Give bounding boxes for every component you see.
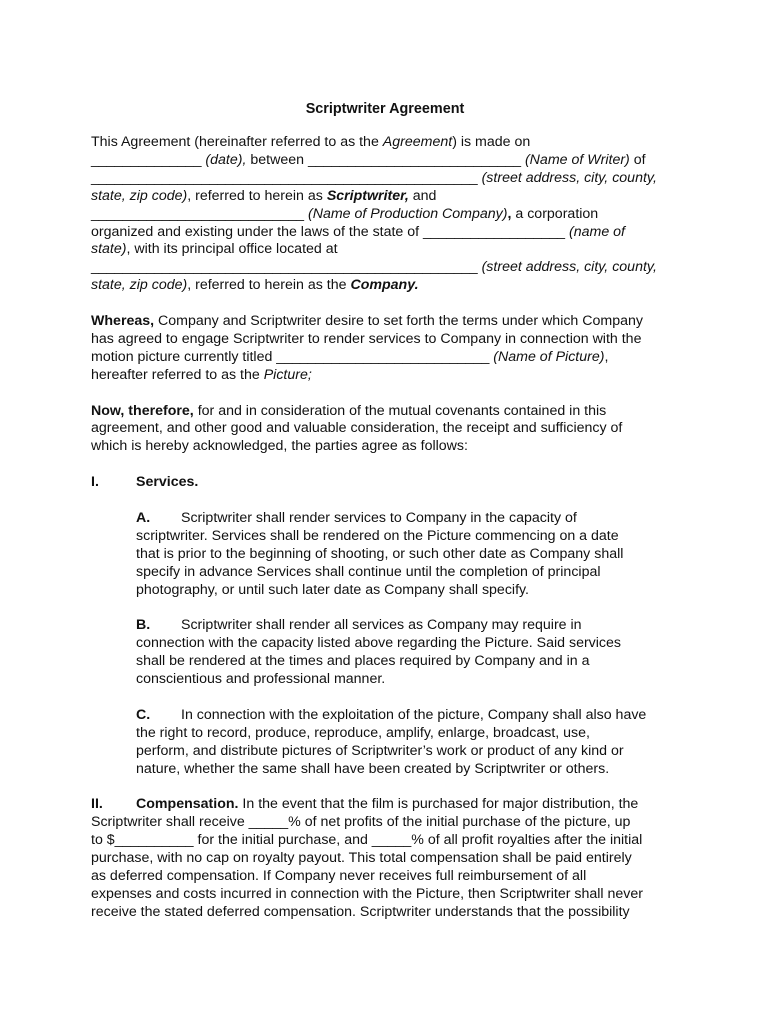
intro-paragraph: This Agreement (hereinafter referred to as the Agreement) is made on ______________ (date), between ___________________________ (Name of Writer) of _________________________________________________ (street address, city, county, state, zip code), referred to herein as Scriptwriter, and ___________________________ (Name of Production Company), a corporation organized and existing under the laws of the state of __________________ (name of state), with its principal office located at _________________________________________________ (street address, city, county, state, zip code), referred to herein as the Company. — [91, 134, 657, 294]
document-title: Scriptwriter Agreement — [305, 101, 465, 117]
section-number: I. — [91, 474, 99, 491]
section-compensation: II. Compensation. In the event that the film is purchased for major distribution, the Scriptwriter shall receive _____% of net profits of the initial purchase of the picture, up to $__________ for the initial purchase, and _____% of all profit royalties after the initial purchase, with no cap on royalty payout. This total compensation shall be paid entirely as deferred compensation. If Company never receives full reimbursement of all expenses and costs incurred in connection with the Picture, then Scriptwriter shall never receive the stated deferred compensation. Scriptwriter understands that the possibility — [91, 796, 644, 920]
now-therefore-paragraph: Now, therefore, for and in consideration of the mutual covenants contained in this agreement, and other good and valuable consideration, the receipt and sufficiency of which is hereby acknowledged, the parties agree as follows: — [91, 402, 623, 455]
services-clause-a: A. Scriptwriter shall render services to Company in the capacity of scriptwriter. Services shall be rendered on the Picture commencing on a date that is prior to the beginning of shooting, or such other date as Company shall specify in advance Services shall continue until the completion of principal photography, or until such later date as Company shall specify. — [136, 509, 624, 598]
services-clause-c: C. In connection with the exploitation of the picture, Company shall also have the right to record, produce, reproduce, amplify, enlarge, broadcast, use, perform, and distribute pictures of Scriptwriter’s work or product of any kind or nature, whether the same shall have been created by Scriptwriter or others. — [136, 706, 647, 777]
section-services-heading — [91, 474, 691, 492]
section-number: II. — [91, 796, 103, 813]
whereas-paragraph: Whereas, Company and Scriptwriter desire to set forth the terms under which Company has agreed to engage Scriptwriter to render services to Company in connection with the motion picture currently titled ___________________________ (Name of Picture), hereafter referred to as the Picture; — [91, 313, 643, 383]
section-title: Compensation. — [136, 796, 239, 813]
section-title: Services. — [136, 474, 199, 491]
services-clause-b: B. Scriptwriter shall render all services as Company may require in connection with the capacity listed above regarding the Picture. Said services shall be rendered at the times and places required by Company and in a conscientious and professional manner. — [136, 617, 622, 688]
document-body — [91, 134, 691, 922]
